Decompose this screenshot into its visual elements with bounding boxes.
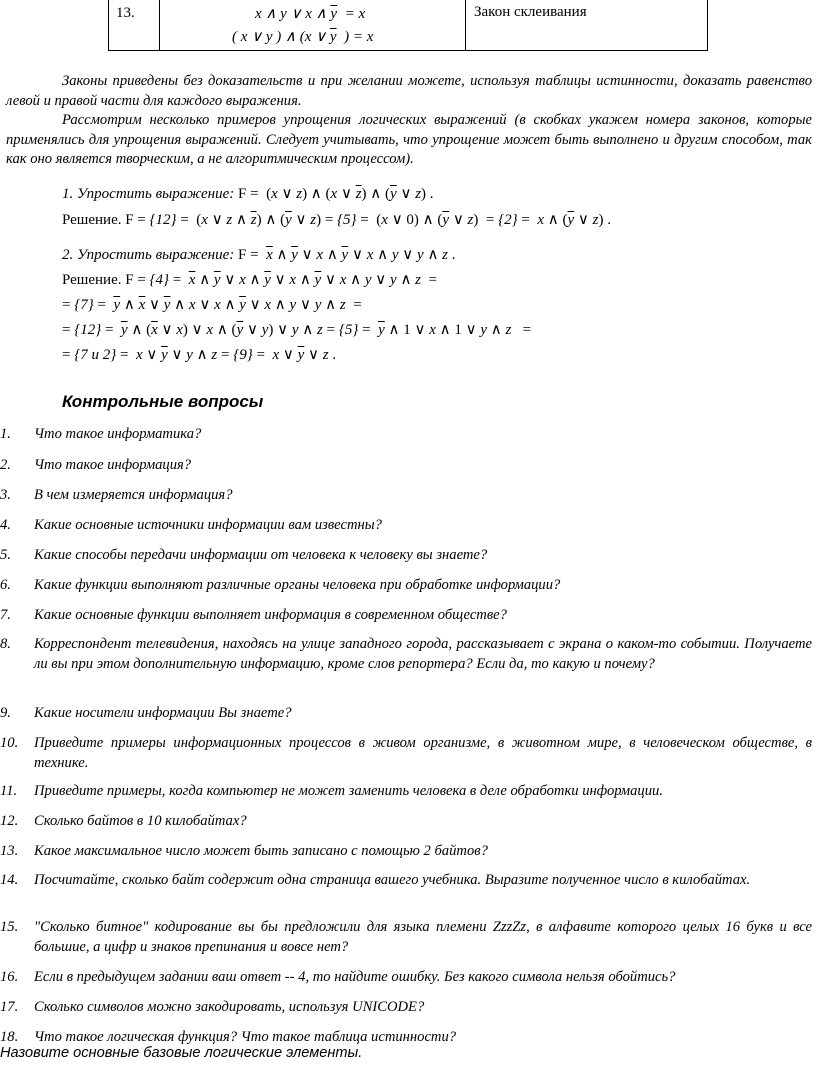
question-text: В чем измеряется информация? — [34, 487, 233, 503]
question-number: 17. — [0, 999, 19, 1015]
question-number: 12. — [0, 813, 19, 829]
question-number: 6. — [0, 577, 11, 593]
law-formula-2: ( x ∨ y ) ∧ (x ∨ $\overline{y}$ ) = x — [232, 29, 374, 45]
question-text: Какое максимальное число может быть записано с помощью 2 байтов? — [34, 843, 488, 859]
question-text: Корреспондент телевидения, находясь на улице западного города, рассказывает с экрана о каком-то событии. Получаете ли вы при этом дополнительную информацию, кроме слов репортера? Если да, то какую и почему? — [34, 636, 812, 672]
question-text: Если в предыдущем задании ваш ответ -- 4, то найдите ошибку. Без какого символа нельзя обойтись? — [34, 969, 676, 985]
question-number: 10. — [0, 735, 19, 751]
question-text: Что такое логическая функция? Что такое таблица истинности? — [34, 1029, 457, 1045]
question-number: 9. — [0, 705, 11, 721]
question-text: Приведите примеры, когда компьютер не может заменить человека в деле обработки информации. — [34, 783, 663, 799]
question-number: 4. — [0, 517, 11, 533]
question-text: Сколько символов можно закодировать, используя UNICODE? — [34, 999, 425, 1015]
question-number: 8. — [0, 636, 11, 652]
section-heading: Контрольные вопросы — [62, 392, 264, 411]
question-number: 13. — [0, 843, 19, 859]
question-number: 15. — [0, 919, 19, 935]
example-2-task: 2. Упростить выражение: $F = \overline{x}$ ∧ $\overline{y}$ ∨ x ∧ $\overline{y}$ ∨ x ∧ y ∨ y ∧ z . — [62, 247, 456, 263]
question-number: 14. — [0, 872, 19, 888]
question-number: 11. — [0, 783, 18, 799]
example-2-step-3: = $\{12\} = \overline{y}$ ∧ ($\overline{x}$ ∨ x) ∨ x ∧ ($\overline{y}$ ∨ y) ∨ y ∧ $z = \{5\} = \overline{y}$ ∧ 1 ∨ x ∧ 1 ∨ y ∧ z = — [62, 322, 532, 338]
question-text: Посчитайте, сколько байт содержит одна страница вашего учебника. Выразите полученное число в килобайтах. — [34, 872, 751, 888]
question-number: 18. — [0, 1029, 19, 1045]
law-number: 13. — [116, 5, 135, 21]
question-number: 5. — [0, 547, 11, 563]
intro-paragraph-2: Рассмотрим несколько примеров упрощения логических выражений (в скобках укажем номера законов, которые применялись для упрощения выражений. Следует учитывать, что упрощение может быть выполнено и другим способом, так как оно является творческим, а не алгоритмическим процессом). — [6, 112, 812, 167]
question-text: "Сколько битное" кодирование вы бы предложили для языка племени ZzzZz, в алфавите которого целых 16 букв и все большие, а цифр и знаков препинания и вовсе нет? — [34, 919, 812, 955]
law-number-cell — [109, 0, 160, 50]
law-name-cell — [466, 0, 706, 50]
question-text: Сколько байтов в 10 килобайтах? — [34, 813, 247, 829]
example-1-task: 1. Упростить выражение: F = (x ∨ z) ∧ (x ∨ $\overline{z}$) ∧ ($\overline{y}$ ∨ z) . — [62, 186, 434, 202]
example-1-solution: Решение. F = {12} = (x ∨ z ∧ $\overline{z}$) ∧ ($\overline{y}$ ∨ z) = {5} = (x ∨ 0) ∧ ($\overline{y}$ ∨ z) = {2} = x ∧ ($\overline{y}$ ∨ z) . — [62, 212, 611, 228]
law-table — [108, 0, 708, 51]
question-text: Какие основные функции выполняет информация в современном обществе? — [34, 607, 507, 623]
question-number: 1. — [0, 426, 11, 442]
example-2-step-4: = {7 и 2} = x ∨ $\overline{y}$ ∨ y ∧ z = {9} = x ∨ $\overline{y}$ ∨ z . — [62, 347, 337, 363]
question-number: 7. — [0, 607, 11, 623]
example-2-step-2: = $\{7\} = \overline{y}$ ∧ $\overline{x}$ ∨ $\overline{y}$ ∧ x ∨ x ∧ $\overline{y}$ ∨ x ∧ y ∨ y ∧ z = — [62, 297, 362, 313]
example-2-step-1: Решение. $F = \{4\} = \overline{x}$ ∧ $\overline{y}$ ∨ x ∧ $\overline{y}$ ∨ x ∧ $\overline{y}$ ∨ x ∧ y ∨ y ∧ z = — [62, 272, 437, 288]
question-text: Какие носители информации Вы знаете? — [34, 705, 292, 721]
law-formula-1: x ∧ y ∨ x ∧ $\overline{y} = x$ — [255, 6, 366, 22]
question-text: Какие способы передачи информации от человека к человеку вы знаете? — [34, 547, 488, 563]
question-number: 16. — [0, 969, 19, 985]
last-line: Назовите основные базовые логические элементы. — [0, 1045, 363, 1061]
law-formula-cell — [160, 0, 466, 50]
question-number: 2. — [0, 457, 11, 473]
question-number: 3. — [0, 487, 11, 503]
question-text: Что такое информатика? — [34, 426, 202, 442]
law-name: Закон склеивания — [474, 4, 587, 20]
intro-paragraph-1: Законы приведены без доказательств и при желании можете, используя таблицы истинности, доказать равенство левой и правой части для каждого выражения. — [6, 73, 812, 109]
question-text: Приведите примеры информационных процессов в живом организме, в животном мире, в человеческом обществе, в технике. — [34, 735, 812, 771]
question-text: Какие основные источники информации вам известны? — [34, 517, 382, 533]
question-text: Какие функции выполняют различные органы человека при обработке информации? — [34, 577, 561, 593]
question-text: Что такое информация? — [34, 457, 192, 473]
